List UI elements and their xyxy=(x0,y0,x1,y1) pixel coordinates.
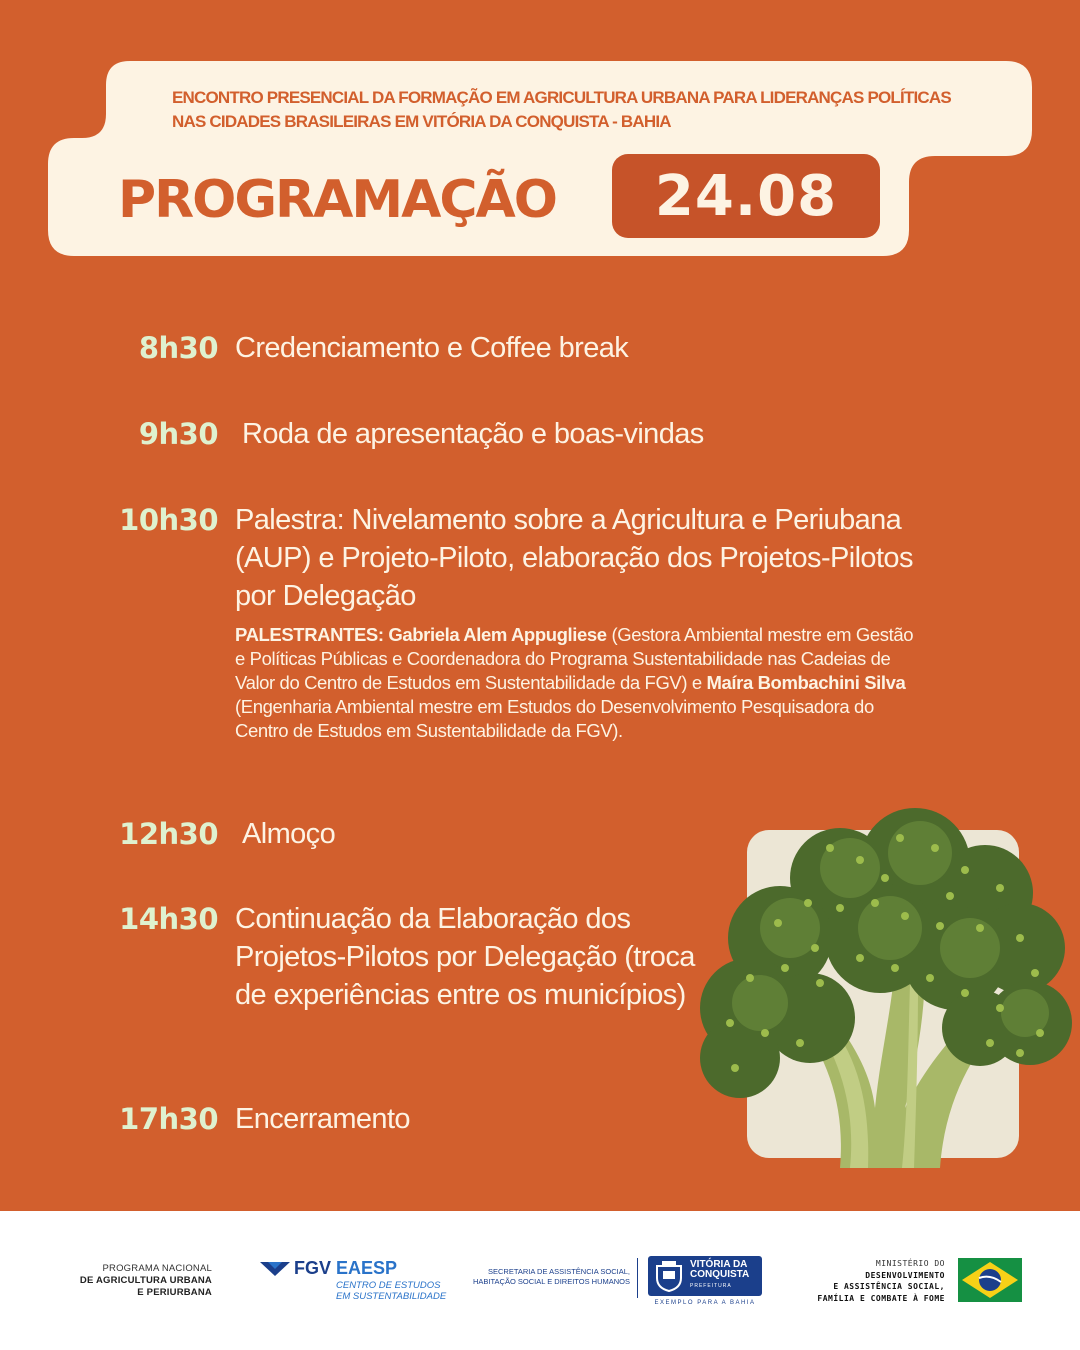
secretaria-label: SECRETARIA DE ASSISTÊNCIA SOCIAL, HABITAÇÃO SOCIAL E DIREITOS HUMANOS xyxy=(473,1267,630,1286)
speaker-name: Maíra Bombachini Silva xyxy=(706,672,906,693)
mds-line: DESENVOLVIMENTO xyxy=(865,1270,945,1280)
vdc-line: VITÓRIA DA xyxy=(690,1259,748,1270)
schedule-description: Almoço xyxy=(242,818,336,850)
schedule-time: 8h30 xyxy=(138,331,218,365)
broccoli-illustration xyxy=(690,808,1080,1168)
schedule-description: Encerramento xyxy=(235,1103,410,1135)
speaker-bio: (Engenharia Ambiental mestre em Estudos do Desenvolvimento Pesquisadora do Centro de Estudos em Sustentabilidade da FGV). xyxy=(235,696,874,741)
mds-line: MINISTÉRIO DO xyxy=(875,1259,945,1268)
vitoria-da-conquista-name xyxy=(690,1260,760,1280)
schedule-time: 14h30 xyxy=(119,902,218,936)
mds-line: E ASSISTÊNCIA SOCIAL, xyxy=(833,1282,945,1291)
speakers-label: PALESTRANTES: xyxy=(235,624,384,645)
schedule-time: 9h30 xyxy=(138,417,218,451)
divider xyxy=(637,1258,638,1298)
page-title: PROGRAMAÇÃO xyxy=(118,170,556,230)
fgv-label: FGV xyxy=(294,1258,332,1278)
schedule-description: Credenciamento e Coffee break xyxy=(235,332,629,364)
pnaup-line: DE AGRICULTURA URBANA xyxy=(79,1275,212,1286)
schedule-time: 10h30 xyxy=(119,503,218,537)
schedule-description: Roda de apresentação e boas-vindas xyxy=(242,418,704,450)
fgv-logo-icon xyxy=(260,1258,290,1278)
mds-line: FAMÍLIA E COMBATE À FOME xyxy=(817,1293,945,1303)
pnaup-logo-text xyxy=(60,1263,212,1299)
event-subtitle: ENCONTRO PRESENCIAL DA FORMAÇÃO EM AGRICULTURA URBANA PARA LIDERANÇAS POLÍTICAS NAS CIDADES BRASILEIRAS EM VITÓRIA DA CONQUISTA - BAHIA xyxy=(172,88,951,131)
vdc-prefeitura-label: PREFEITURA xyxy=(690,1283,732,1289)
schedule-time: 12h30 xyxy=(119,817,218,851)
fgv-center-label: CENTRO DE ESTUDOS EM SUSTENTABILIDADE xyxy=(336,1280,447,1302)
vdc-line: CONQUISTA xyxy=(690,1269,750,1280)
mds-logo-text xyxy=(780,1258,945,1304)
date-badge: 24.08 xyxy=(612,154,880,238)
fgv-eaesp-logo xyxy=(294,1258,397,1279)
pnaup-line: PROGRAMA NACIONAL xyxy=(102,1263,212,1274)
schedule-description: Palestra: Nivelamento sobre a Agricultura e Periubana (AUP) e Projeto-Piloto, elaboração dos Projetos-Pilotos por Delegação xyxy=(235,504,913,612)
vdc-tagline: EXEMPLO PARA A BAHIA xyxy=(654,1300,756,1306)
brazil-flag-icon xyxy=(958,1258,1022,1302)
eaesp-label: EAESP xyxy=(336,1258,398,1278)
schedule-description: Continuação da Elaboração dos Projetos-Pilotos por Delegação (troca de experiências entre os municípios) xyxy=(235,903,695,1011)
speaker-bio: (Gestora Ambiental mestre em Gestão e Políticas Públicas e Coordenadora do Programa Sustentabilidade nas Cadeias de Valor do Centro de Estudos em Sustentabilidade da FGV) e xyxy=(235,624,914,693)
schedule-time: 17h30 xyxy=(119,1102,218,1136)
speaker-name: Gabriela Alem Appugliese xyxy=(388,624,607,645)
pnaup-line: E PERIURBANA xyxy=(137,1287,212,1298)
vitoria-da-conquista-coat-of-arms-icon xyxy=(654,1260,684,1292)
speakers-info xyxy=(235,623,925,743)
